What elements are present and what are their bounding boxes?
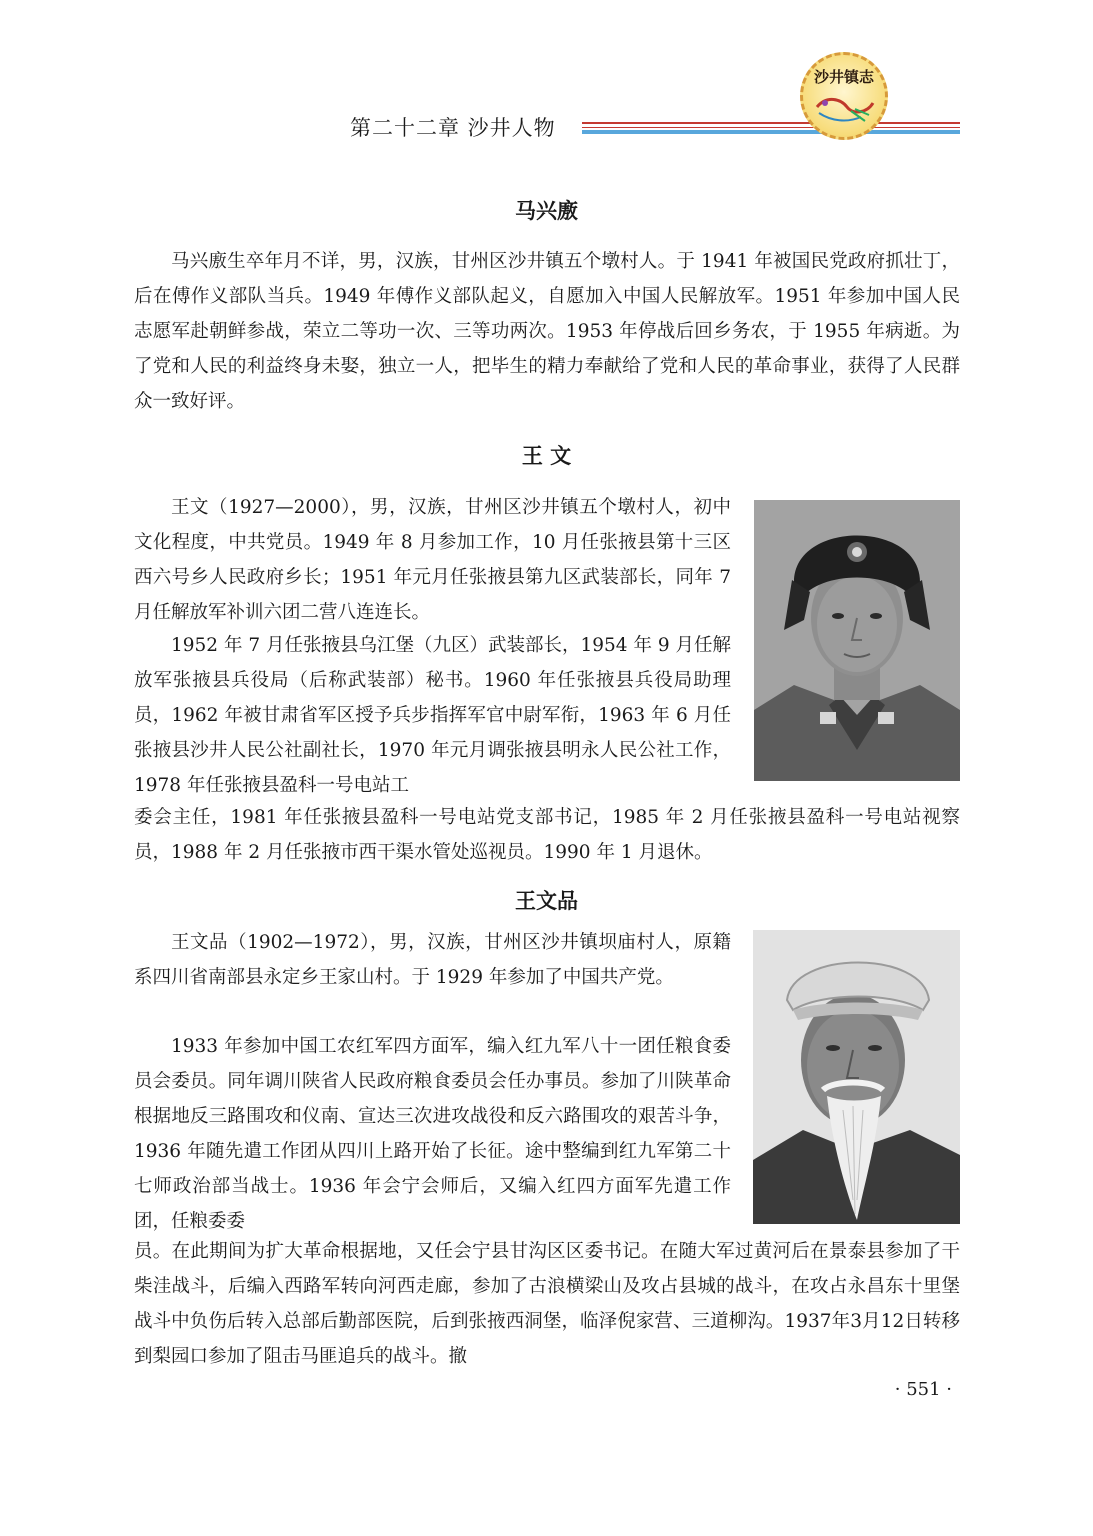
bio-paragraph: 1933 年参加中国工农红军四方面军，编入红九军八十一团任粮食委员会委员。同年调川陕省人民政府粮食委员会任办事员。参加了川陕革命根据地反三路围攻和仪南、宣达三次进攻战役和反六路围攻的艰苦斗争，1936 年随先遣工作团从四川上路开始了长征。途中整编到红九军第二十七师政治部当战士。1936 年会宁会师后，又编入红四方面军先遣工作团，任粮委委 [134,1036,731,1232]
bio-paragraph-continued: 员。在此期间为扩大革命根据地，又任会宁县甘沟区区委书记。在随大军过黄河后在景泰县参加了干柴洼战斗，后编入西路军转向河西走廊，参加了古浪横梁山及攻占县城的战斗，在攻占永昌东十里堡战斗中负伤后转入总部后勤部医院，后到张掖西洞堡，临泽倪家营、三道柳沟。1937年3月12日转移到梨园口参加了阻击马匪追兵的战斗。撤 [134,1241,960,1367]
portrait-photo-wang-wen [754,500,960,781]
header-rule-blue [582,130,960,134]
running-head: 第二十二章 沙井人物 [350,116,556,140]
section-title-wang-wenpin: 王文品 [515,889,578,913]
bio-paragraph: 1952 年 7 月任张掖县乌江堡（九区）武装部长，1954 年 9 月任解放军张掖县兵役局（后称武装部）秘书。1960 年任张掖县兵役局助理员，1962 年被甘肃省军区授予兵步指挥军官中尉军衔，1963 年 6 月任张掖县沙井人民公社副社长，1970 年元月调张掖县明永人民公社工作，1978 年任张掖县盈科一号电站工 [134,635,731,796]
section-title-wang-wen: 王 文 [521,444,572,468]
seal-title: 沙井镇志 [813,68,874,86]
section-title-ma-xingliao: 马兴廒 [515,199,578,223]
bio-paragraph-continued: 委会主任，1981 年任张掖县盈科一号电站党支部书记，1985 年 2 月任张掖县盈科一号电站视察员，1988 年 2 月任张掖市西干渠水管处巡视员。1990 年 1 月退休。 [134,807,960,863]
bio-paragraph: 王文（1927—2000），男，汉族，甘州区沙井镇五个墩村人，初中文化程度，中共党员。1949 年 8 月参加工作，10 月任张掖县第十三区西六号乡人民政府乡长；1951 年元月任张掖县第九区武装部长，同年 7 月任解放军补训六团二营八连连长。 [134,497,731,623]
bio-paragraph: 马兴廒生卒年月不详，男，汉族，甘州区沙井镇五个墩村人。于 1941 年被国民党政府抓壮丁，后在傅作义部队当兵。1949 年傅作义部队起义，自愿加入中国人民解放军。1951 年参加中国人民志愿军赴朝鲜参战，荣立二等功一次、三等功两次。1953 年停战后回乡务农，于 1955 年病逝。为了党和人民的利益终身未娶，独立一人，把毕生的精力奉献给了党和人民的革命事业，获得了人民群众一致好评。 [134,251,960,412]
header-rule-red [582,122,960,124]
page-number: · 551 · [894,1379,952,1400]
bio-paragraph: 王文品（1902—1972），男，汉族，甘州区沙井镇坝庙村人，原籍系四川省南部县永定乡王家山村。于 1929 年参加了中国共产党。 [134,932,731,988]
portrait-photo-wang-wenpin [753,930,960,1224]
header-rule-red-thin [582,127,960,128]
town-gazetteer-seal-logo [800,52,888,140]
